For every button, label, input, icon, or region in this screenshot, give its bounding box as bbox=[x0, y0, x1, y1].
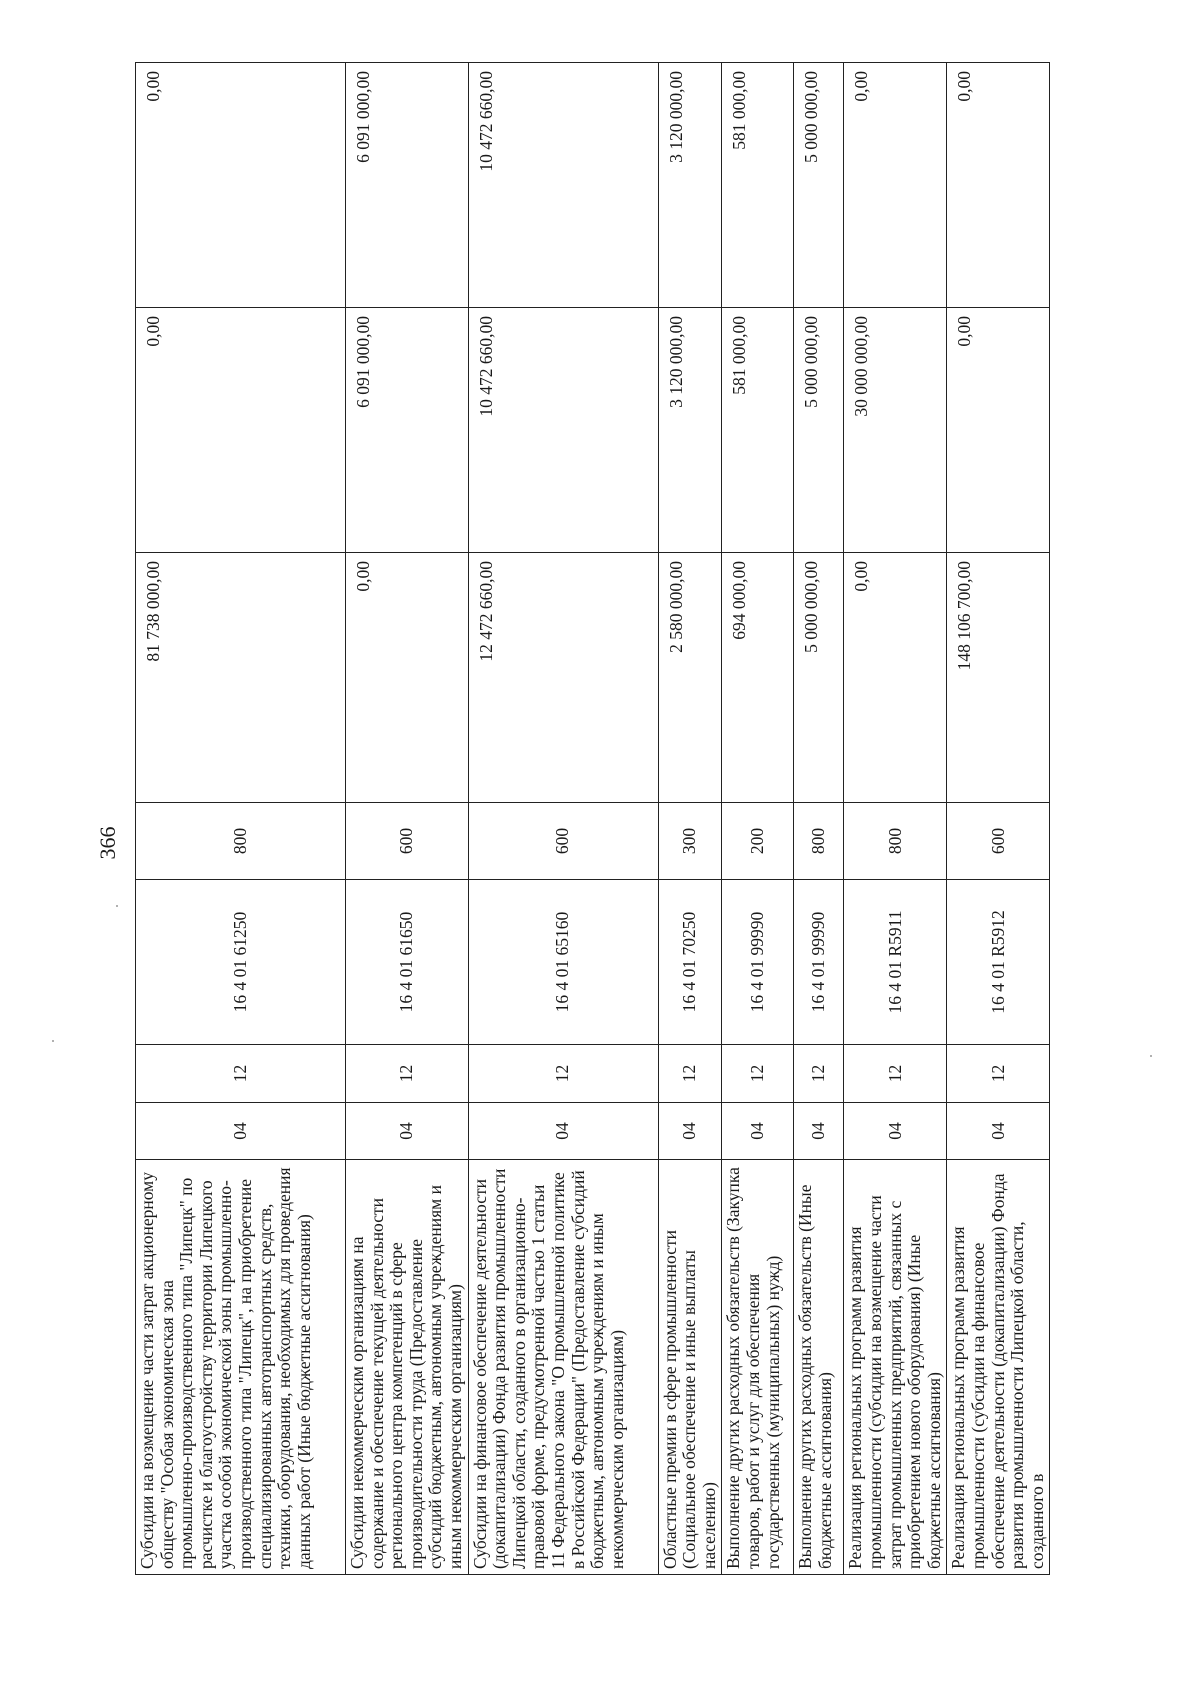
row-expense-type: 600 bbox=[346, 803, 469, 880]
row-sum-2: 30 000 000,00 bbox=[844, 308, 947, 553]
row-section: 04 bbox=[658, 1103, 722, 1160]
row-target-code: 16 4 01 65160 bbox=[468, 880, 658, 1045]
row-target-code: 16 4 01 R5911 bbox=[844, 880, 947, 1045]
table-row bbox=[722, 63, 794, 1575]
row-sum-1: 2 580 000,00 bbox=[658, 553, 722, 803]
row-subsection: 12 bbox=[658, 1045, 722, 1103]
row-subsection: 12 bbox=[136, 1045, 346, 1103]
row-target-code: 16 4 01 99990 bbox=[794, 880, 844, 1045]
row-subsection: 12 bbox=[794, 1045, 844, 1103]
row-expense-type: 300 bbox=[658, 803, 722, 880]
row-expense-type: 800 bbox=[844, 803, 947, 880]
row-sum-3: 10 472 660,00 bbox=[468, 63, 658, 308]
table-row bbox=[136, 63, 346, 1575]
budget-table bbox=[135, 62, 1050, 1575]
row-sum-1: 0,00 bbox=[346, 553, 469, 803]
row-section: 04 bbox=[844, 1103, 947, 1160]
row-sum-2: 6 091 000,00 bbox=[346, 308, 469, 553]
row-subsection: 12 bbox=[844, 1045, 947, 1103]
row-section: 04 bbox=[136, 1103, 346, 1160]
row-sum-2: 0,00 bbox=[947, 308, 1050, 553]
row-sum-3: 3 120 000,00 bbox=[658, 63, 722, 308]
row-expense-type: 600 bbox=[468, 803, 658, 880]
row-sum-1: 148 106 700,00 bbox=[947, 553, 1050, 803]
row-sum-2: 5 000 000,00 bbox=[794, 308, 844, 553]
row-sum-3: 6 091 000,00 bbox=[346, 63, 469, 308]
row-description: Субсидии некоммерческим организациям на содержание и обеспечение текущей деятельности регионального центра компетенций в сфере производительности труда (Предоставление субсидий бюджетным, автономным учреждениям и иным некоммерческим организациям) bbox=[346, 1160, 469, 1575]
row-expense-type: 600 bbox=[947, 803, 1050, 880]
row-target-code: 16 4 01 70250 bbox=[658, 880, 722, 1045]
row-target-code: 16 4 01 61250 bbox=[136, 880, 346, 1045]
scan-speck bbox=[52, 1040, 54, 1042]
row-sum-3: 0,00 bbox=[947, 63, 1050, 308]
table-row bbox=[346, 63, 469, 1575]
row-subsection: 12 bbox=[722, 1045, 794, 1103]
row-description: Субсидии на возмещение части затрат акционерному обществу "Особая экономическая зона промышленно-производственного типа "Липецк" по расчистке и благоустройству территории Липецкого участка особой экономической зоны промышленно-производственного типа "Липецк", на приобретение специализированных автотранспортных средств, техники, оборудования, необходимых для проведения данных работ (Иные бюджетные ассигнования) bbox=[136, 1160, 346, 1575]
row-target-code: 16 4 01 99990 bbox=[722, 880, 794, 1045]
row-description: Выполнение других расходных обязательств (Иные бюджетные ассигнования) bbox=[794, 1160, 844, 1575]
table-row bbox=[844, 63, 947, 1575]
row-expense-type: 800 bbox=[136, 803, 346, 880]
row-sum-3: 5 000 000,00 bbox=[794, 63, 844, 308]
row-sum-1: 81 738 000,00 bbox=[136, 553, 346, 803]
row-sum-1: 694 000,00 bbox=[722, 553, 794, 803]
row-section: 04 bbox=[947, 1103, 1050, 1160]
row-section: 04 bbox=[794, 1103, 844, 1160]
row-description: Реализация региональных программ развития промышленности (субсидии на возмещение части затрат промышленных предприятий, связанных с приобретением нового оборудования) (Иные бюджетные ассигнования) bbox=[844, 1160, 947, 1575]
row-sum-1: 5 000 000,00 bbox=[794, 553, 844, 803]
table-row bbox=[468, 63, 658, 1575]
row-target-code: 16 4 01 61650 bbox=[346, 880, 469, 1045]
table-row bbox=[947, 63, 1050, 1575]
row-description: Областные премии в сфере промышленности (Социальное обеспечение и иные выплаты населению) bbox=[658, 1160, 722, 1575]
row-sum-2: 581 000,00 bbox=[722, 308, 794, 553]
row-section: 04 bbox=[722, 1103, 794, 1160]
table-row bbox=[794, 63, 844, 1575]
row-sum-3: 581 000,00 bbox=[722, 63, 794, 308]
page-number: 366 bbox=[95, 826, 120, 860]
budget-table-container bbox=[135, 63, 1050, 1575]
row-sum-1: 12 472 660,00 bbox=[468, 553, 658, 803]
row-expense-type: 200 bbox=[722, 803, 794, 880]
row-subsection: 12 bbox=[346, 1045, 469, 1103]
row-sum-2: 3 120 000,00 bbox=[658, 308, 722, 553]
row-target-code: 16 4 01 R5912 bbox=[947, 880, 1050, 1045]
row-expense-type: 800 bbox=[794, 803, 844, 880]
row-sum-3: 0,00 bbox=[136, 63, 346, 308]
scan-speck bbox=[116, 905, 118, 907]
row-sum-3: 0,00 bbox=[844, 63, 947, 308]
row-sum-1: 0,00 bbox=[844, 553, 947, 803]
row-section: 04 bbox=[346, 1103, 469, 1160]
scan-speck bbox=[1150, 1055, 1152, 1057]
row-sum-2: 10 472 660,00 bbox=[468, 308, 658, 553]
row-description: Субсидии на финансовое обеспечение деятельности (докапитализации) Фонда развития промышленности Липецкой области, созданного в организационно-правовой форме, предусмотренной частью 1 статьи 11 Федерального закона "О промышленной политике в Российской Федерации" (Предоставление субсидий бюджетным, автономным учреждениям и иным некоммерческим организациям) bbox=[468, 1160, 658, 1575]
row-subsection: 12 bbox=[468, 1045, 658, 1103]
table-row bbox=[658, 63, 722, 1575]
row-description: Выполнение других расходных обязательств (Закупка товаров, работ и услуг для обеспечения государственных (муниципальных) нужд) bbox=[722, 1160, 794, 1575]
row-subsection: 12 bbox=[947, 1045, 1050, 1103]
row-sum-2: 0,00 bbox=[136, 308, 346, 553]
row-section: 04 bbox=[468, 1103, 658, 1160]
row-description: Реализация региональных программ развития промышленности (субсидии на финансовое обеспечение деятельности (докапитализации) Фонда развития промышленности Липецкой области, созданного в bbox=[947, 1160, 1050, 1575]
